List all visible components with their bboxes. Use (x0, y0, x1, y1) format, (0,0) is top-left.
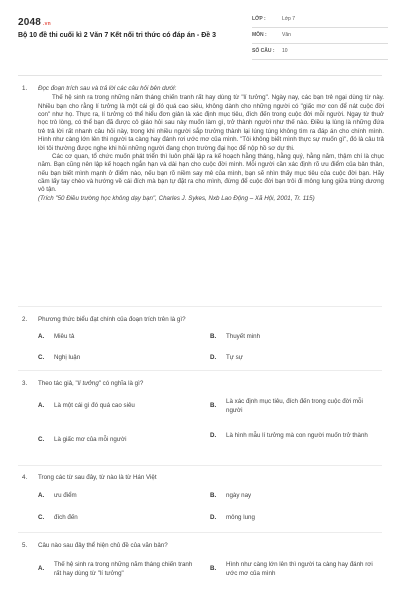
meta-key: MÔN : (252, 32, 267, 39)
option-letter: A. (38, 402, 45, 410)
answer-option-b[interactable] (210, 333, 380, 342)
option-letter: C. (38, 514, 45, 522)
option-text: Miêu tả (54, 333, 75, 340)
question-separator (18, 370, 382, 371)
meta-value: Văn (282, 32, 291, 39)
option-letter: C. (38, 436, 45, 444)
answer-option-b[interactable] (210, 398, 382, 415)
option-letter: C. (38, 354, 45, 362)
option-text: Là giấc mơ của mỗi người (54, 436, 127, 443)
option-text: Thuyết minh (226, 333, 261, 340)
answer-option-a[interactable] (38, 492, 198, 501)
question-text (38, 380, 384, 388)
option-letter: D. (210, 514, 217, 522)
option-letter: D. (210, 354, 217, 362)
option-letter: D. (210, 432, 217, 440)
question-separator (18, 465, 382, 466)
answer-option-c[interactable] (38, 514, 198, 523)
answer-option-a[interactable] (38, 402, 198, 411)
meta-row-count (252, 44, 388, 60)
answer-option-b[interactable] (210, 561, 382, 578)
question-number: 2. (22, 316, 28, 323)
option-text: mông lung (226, 514, 255, 521)
passage-paragraph: Thế hệ sinh ra trong những năm tháng chiến tranh rất hay dùng từ "lí tưởng". Ngày nay, các bạn trẻ ngại dùng từ này. Nhiều bạn cho rằng lí tưởng là một cái gì đó quá cao siêu, không dành cho những người có "giấc mơ con để nát cuộc đời con" như họ. Thực ra, lí tưởng có thể hiểu đơn giản là xác định mục tiêu, đích đến trong cuộc đời mỗi người. Ngay từ thuở học trò lòng, có thể bạn đã được cô giáo hỏi sau này muốn làm gì, trở thành người như thế nào. Điều lạ lùng là những đứa trẻ trả lời rất nhanh câu hỏi này, trong khi nhiều người sắp trưởng thành lại lúng túng không tìm ra đáp án cho chính mình. Hình như càng lớn lên thì người ta càng hay đánh rơi ước mơ của mình. "Tôi không biết mình thực sự muốn gì", đó là câu trả lời tôi thường được nghe khi hỏi những người đang chọn trường đại học để nộp hồ sơ dự thi. (38, 94, 384, 152)
answer-option-c[interactable] (38, 436, 198, 445)
option-letter: B. (210, 492, 217, 500)
option-letter: A. (38, 333, 45, 341)
question-number: 4. (22, 474, 28, 481)
meta-key: LỚP : (252, 16, 266, 23)
answer-option-c[interactable] (38, 354, 198, 363)
passage-paragraph: Các cơ quan, tổ chức muốn phát triển thì luôn phải lập ra kế hoạch hằng tháng, hằng quý, hằng năm, thậm chí là chục năm. Bạn cũng nên lập kế hoạch ngắn hạn và dài hạn cho cuộc đời mình. Mỗi người cần xác định rõ ưu điểm của bản thân, nếu bạn biết mình mạnh ở điểm nào, nếu bạn rõ niềm say mê của mình, bạn sẽ nhìn thấy mục tiêu của cuộc đời bạn. Hãy cầm lấy tay chèo và hướng về cái đích mà bạn tự đặt ra cho mình, đừng để cuộc đời bạn trôi đi mông lung giữa trùng dương vô tận. (38, 152, 384, 194)
option-text: Thế hệ sinh ra trong những năm tháng chiến tranh rất hay dùng từ "lí tưởng" (54, 561, 193, 577)
passage-instruction: Đọc đoạn trích sau và trả lời các câu hỏi bên dưới: (38, 85, 177, 92)
option-text: Tự sự (226, 354, 243, 361)
answer-option-d[interactable] (210, 514, 380, 523)
header-divider (18, 75, 382, 76)
reading-passage (38, 85, 384, 203)
option-text: đích đến (54, 514, 78, 521)
option-text: Nghị luận (54, 354, 81, 361)
option-letter: B. (210, 565, 217, 573)
question-separator (18, 532, 382, 533)
option-letter: A. (38, 492, 45, 500)
meta-value: Lớp 7 (282, 16, 296, 23)
answer-option-d[interactable] (210, 432, 382, 441)
question-text-part: " có nghĩa là gì? (98, 380, 144, 387)
answer-option-d[interactable] (210, 354, 380, 363)
logo-suffix: .vn (43, 21, 51, 27)
question-text: Phương thức biểu đạt chính của đoạn trích trên là gì? (38, 316, 186, 323)
option-letter: A. (38, 565, 45, 573)
answer-option-b[interactable] (210, 492, 380, 501)
document-header (0, 0, 400, 70)
question-number: 3. (22, 380, 28, 387)
question-text: Câu nào sau đây thể hiện chủ đề của văn bản? (38, 542, 168, 549)
question-number: 1. (22, 85, 28, 92)
meta-table (252, 12, 388, 60)
meta-row-class (252, 12, 388, 28)
option-text: Là một cái gì đó quá cao siêu (54, 402, 135, 409)
option-letter: B. (210, 333, 217, 341)
question-separator (18, 306, 382, 307)
option-text: Là hình mẫu lí tưởng mà con người muốn trở thành (226, 432, 368, 439)
meta-key: SỐ CÂU : (252, 48, 275, 55)
option-letter: B. (210, 402, 217, 410)
answer-option-a[interactable] (38, 561, 204, 578)
question-number: 5. (22, 542, 28, 549)
logo-text: 2048 (18, 17, 42, 28)
meta-value: 10 (282, 48, 288, 55)
option-text: ưu điểm (54, 492, 77, 499)
site-logo[interactable] (18, 16, 51, 30)
document-title: Bộ 10 đề thi cuối kì 2 Văn 7 Kết nối tri thức có đáp án - Đề 3 (18, 32, 216, 39)
meta-row-subject (252, 28, 388, 44)
question-text: Trong các từ sau đây, từ nào là từ Hán Việt (38, 474, 157, 481)
option-text: ngày nay (226, 492, 252, 499)
option-text: Là xác định mục tiêu, đích đến trong cuộc đời mỗi người (226, 398, 363, 414)
option-text: Hình như càng lớn lên thì người ta càng hay đánh rơi ước mơ của mình (226, 561, 373, 577)
question-text-part: Theo tác giả, " (38, 380, 78, 387)
question-text-term: lí tưởng (77, 380, 99, 387)
answer-option-a[interactable] (38, 333, 198, 342)
passage-source: (Trích "50 Điều trường học không dạy bạn", Charles J. Sykes, Nxb Lao Động – Xã Hội, 2001, Tr. 115) (38, 194, 315, 202)
